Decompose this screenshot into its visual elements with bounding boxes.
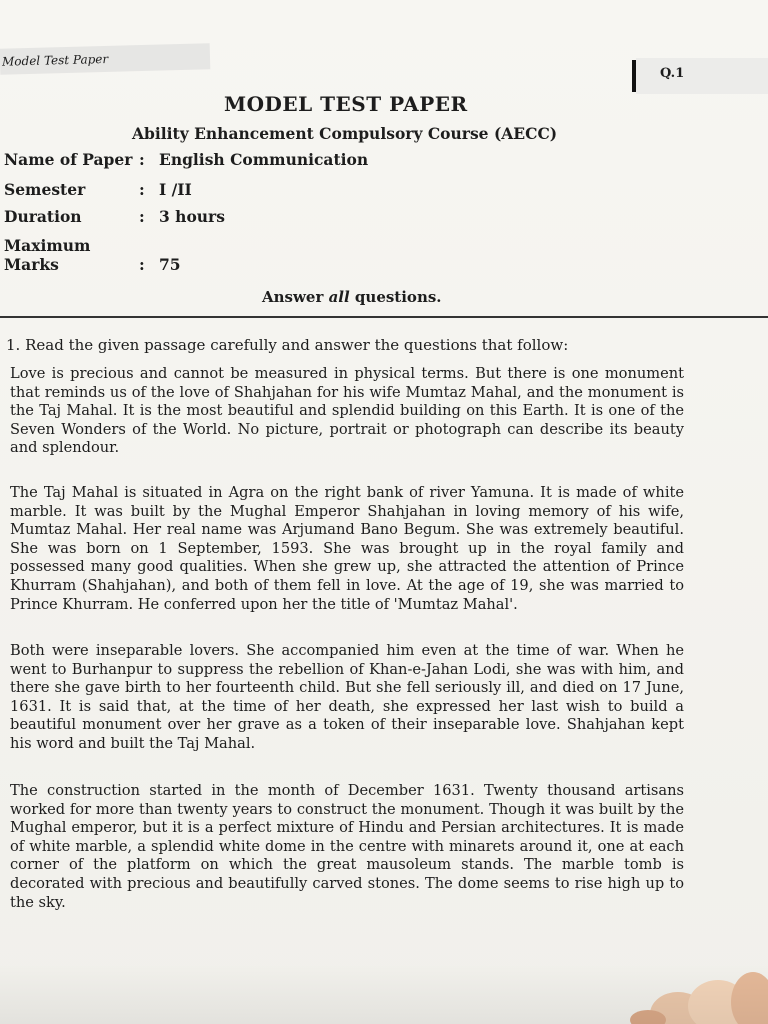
meta-label: Duration [4, 207, 82, 226]
meta-sep: : [139, 180, 145, 199]
meta-sep: : [139, 255, 145, 274]
passage-paragraph-4: The construction started in the month of December 1631. Twenty thousand artisans worked for more than twenty years to construct the monument. Though it was built by the Mughal emperor, but it is a perfect mixture of Hindu and Persian architectures. It is made of white marble, a splendid white dome in the centre with minarets around it, one at each corner of the platform on which the great mausoleum stands. The marble tomb is decorated with precious and beautifully carved stones. The dome seems to rise high up to the sky. [10, 782, 684, 911]
meta-value: 75 [159, 255, 181, 274]
page-title: MODEL TEST PAPER [224, 92, 468, 116]
meta-value: I /II [159, 180, 192, 199]
meta-row-marks [4, 236, 181, 274]
divider-rule [0, 316, 768, 318]
meta-sep: : [139, 207, 145, 226]
meta-label: Name of Paper [4, 150, 133, 169]
question-tag-box [636, 58, 768, 94]
running-header [0, 43, 210, 74]
question-tag: Q.1 [660, 66, 685, 81]
passage-paragraph-1: Love is precious and cannot be measured in physical terms. But there is one monument that reminds us of the love of Shahjahan for his wife Mumtaz Mahal, and the monument is the Taj Mahal. It is the most beautiful and splendid building on this Earth. It is one of the Seven Wonders of the World. No picture, portrait or photograph can describe its beauty and splendour. [10, 365, 684, 457]
instruction-text: Answer [262, 288, 329, 306]
meta-label: Maximum Marks [4, 236, 91, 274]
meta-value: English Communication [159, 150, 369, 169]
meta-label: Semester [4, 180, 86, 199]
instruction [262, 288, 442, 306]
question-1-prompt: 1. Read the given passage carefully and answer the questions that follow: [6, 336, 569, 354]
instruction-text-end: questions. [349, 288, 442, 306]
running-title: Model Test Paper [1, 51, 109, 69]
question-tag-bar [632, 60, 636, 92]
passage-paragraph-2: The Taj Mahal is situated in Agra on the right bank of river Yamuna. It is made of white marble. It was built by the Mughal Emperor Shahjahan in loving memory of his wife, Mumtaz Mahal. Her real name was Arjumand Bano Begum. She was extremely beautiful. She was born on 1 September, 1593. She was brought up in the royal family and possessed many good qualities. When she grew up, she attracted the attention of Prince Khurram (Shahjahan), and both of them fell in love. At the age of 19, she was married to Prince Khurram. He conferred upon her the title of 'Mumtaz Mahal'. [10, 484, 684, 613]
instruction-emphasis: all [328, 288, 350, 306]
passage-paragraph-3: Both were inseparable lovers. She accompanied him even at the time of war. When he went to Burhanpur to suppress the rebellion of Khan-e-Jahan Lodi, she was with him, and there she gave birth to her fourteenth child. But she fell seriously ill, and died on 17 June, 1631. It is said that, at the time of her death, she expressed her last wish to build a beautiful monument over her grave as a token of their inseparable love. Shahjahan kept his word and built the Taj Mahal. [10, 642, 684, 752]
meta-row-paper [4, 150, 368, 169]
meta-sep: : [139, 150, 145, 169]
meta-row-duration [4, 207, 225, 226]
course-name: Ability Enhancement Compulsory Course (AECC) [132, 124, 558, 143]
finger-photo-artifact [618, 954, 768, 1024]
meta-row-semester [4, 180, 192, 199]
meta-value: 3 hours [159, 207, 225, 226]
